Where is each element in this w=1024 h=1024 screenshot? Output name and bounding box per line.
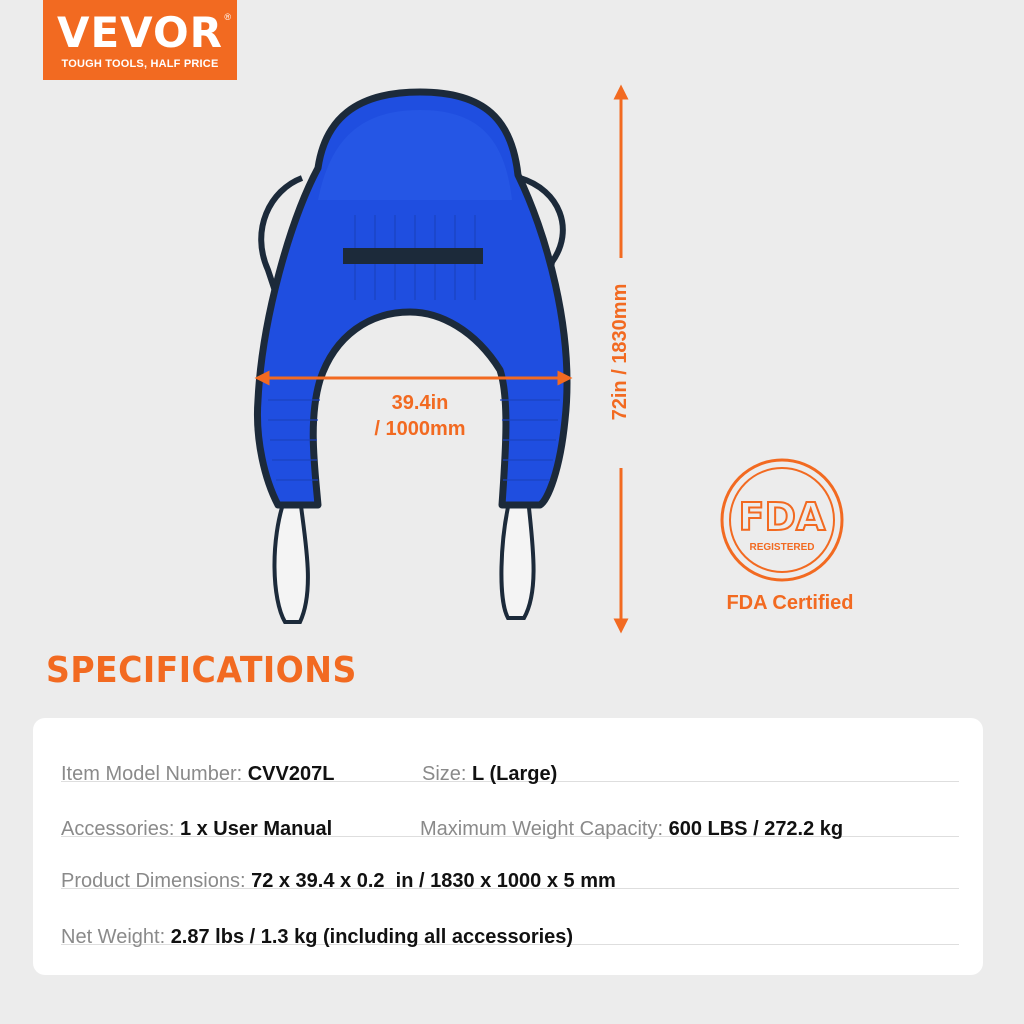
fda-caption: FDA Certified bbox=[726, 592, 854, 614]
left-leg-strap bbox=[274, 498, 307, 622]
height-dimension-label: 72in / 1830mm bbox=[609, 283, 631, 421]
spec-dimensions: Product Dimensions: 72 x 39.4 x 0.2 in / 1830 x 1000 x 5 mm bbox=[61, 870, 616, 892]
right-leg-strap bbox=[501, 498, 533, 618]
width-dimension-label bbox=[340, 390, 500, 442]
specifications-title: SPECIFICATIONS bbox=[46, 650, 357, 691]
specifications-card bbox=[33, 718, 983, 975]
spec-size: Size: L (Large) bbox=[422, 763, 558, 785]
registered-mark: ® bbox=[224, 12, 231, 22]
width-label-mm: / 1000mm bbox=[374, 418, 466, 440]
handle-strap bbox=[343, 248, 483, 264]
brand-tagline: TOUGH TOOLS, HALF PRICE bbox=[61, 58, 219, 70]
spec-max-weight: Maximum Weight Capacity: 600 LBS / 272.2 kg bbox=[420, 818, 844, 840]
spec-net-weight: Net Weight: 2.87 lbs / 1.3 kg (including all accessories) bbox=[61, 926, 574, 948]
fda-badge-subtext: REGISTERED bbox=[749, 542, 815, 553]
spec-accessories: Accessories: 1 x User Manual bbox=[61, 818, 333, 840]
spec-row bbox=[61, 788, 959, 840]
spec-item-model: Item Model Number: CVV207L bbox=[61, 763, 335, 785]
spec-row bbox=[61, 896, 959, 948]
fda-badge-text: FDA bbox=[738, 495, 826, 539]
spec-row bbox=[61, 840, 959, 892]
fda-badge bbox=[722, 460, 842, 580]
spec-row bbox=[61, 733, 959, 785]
width-label-inches: 39.4in bbox=[391, 392, 449, 414]
brand-name: VEVOR bbox=[56, 8, 223, 57]
